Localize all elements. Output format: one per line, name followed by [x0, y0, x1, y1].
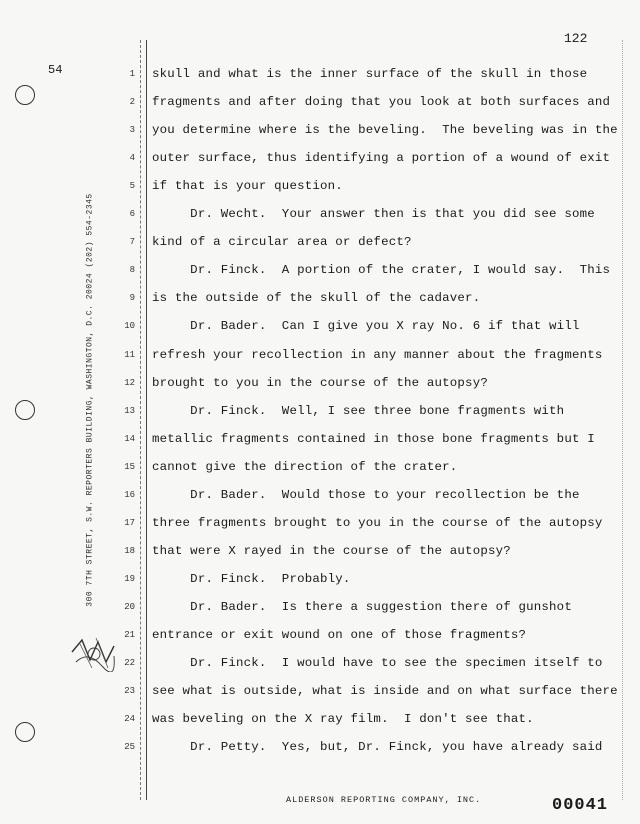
transcript-line: kind of a circular area or defect? — [152, 235, 412, 249]
transcript-line: fragments and after doing that you look at both surfaces and — [152, 95, 611, 109]
line-number: 10 — [124, 321, 135, 331]
line-number: 21 — [124, 630, 135, 640]
line-number: 12 — [124, 378, 135, 388]
line-number: 17 — [124, 518, 135, 528]
transcript-line: Dr. Bader. Would those to your recollection be the — [152, 488, 580, 502]
transcript-line: three fragments brought to you in the course of the autopsy — [152, 516, 603, 530]
transcript-line: brought to you in the course of the autopsy? — [152, 376, 488, 390]
transcript-line: Dr. Finck. I would have to see the specimen itself to — [152, 656, 603, 670]
line-number: 23 — [124, 686, 135, 696]
footer-company: ALDERSON REPORTING COMPANY, INC. — [286, 795, 482, 805]
line-number: 3 — [129, 125, 135, 135]
line-number: 16 — [124, 490, 135, 500]
binder-hole-bottom — [15, 722, 35, 742]
line-number: 7 — [129, 237, 135, 247]
transcript-line: Dr. Finck. A portion of the crater, I would say. This — [152, 263, 611, 277]
transcript-line: you determine where is the beveling. The beveling was in the — [152, 123, 618, 137]
page-number: 122 — [564, 31, 588, 46]
line-number: 14 — [124, 434, 135, 444]
line-number: 11 — [124, 350, 135, 360]
line-number: 9 — [129, 293, 135, 303]
line-number: 8 — [129, 265, 135, 275]
margin-rule-dashed — [140, 40, 141, 800]
transcript-line: Dr. Bader. Is there a suggestion there of gunshot — [152, 600, 572, 614]
transcript-line: outer surface, thus identifying a portion of a wound of exit — [152, 151, 611, 165]
transcript-line: was beveling on the X ray film. I don't see that. — [152, 712, 534, 726]
transcript-line: is the outside of the skull of the cadaver. — [152, 291, 481, 305]
line-number: 22 — [124, 658, 135, 668]
line-number: 20 — [124, 602, 135, 612]
line-number: 13 — [124, 406, 135, 416]
line-number: 25 — [124, 742, 135, 752]
line-number: 24 — [124, 714, 135, 724]
line-number: 4 — [129, 153, 135, 163]
line-number: 19 — [124, 574, 135, 584]
transcript-line: Dr. Bader. Can I give you X ray No. 6 if that will — [152, 319, 580, 333]
line-number: 18 — [124, 546, 135, 556]
transcript-line: Dr. Petty. Yes, but, Dr. Finck, you have already said — [152, 740, 603, 754]
document-id: 00041 — [552, 796, 609, 815]
transcript-line: cannot give the direction of the crater. — [152, 460, 458, 474]
line-number: 6 — [129, 209, 135, 219]
transcript-line: if that is your question. — [152, 179, 343, 193]
transcript-line: refresh your recollection in any manner about the fragments — [152, 348, 603, 362]
line-number: 1 — [129, 69, 135, 79]
side-number: 54 — [48, 63, 63, 77]
line-number: 2 — [129, 97, 135, 107]
transcript-line: metallic fragments contained in those bone fragments but I — [152, 432, 595, 446]
binder-hole-middle — [15, 400, 35, 420]
transcript-line: Dr. Finck. Probably. — [152, 572, 351, 586]
transcript-line: Dr. Wecht. Your answer then is that you did see some — [152, 207, 595, 221]
binder-hole-top — [15, 85, 35, 105]
transcript-line: that were X rayed in the course of the autopsy? — [152, 544, 511, 558]
margin-rule-solid — [146, 40, 147, 800]
transcript-line: entrance or exit wound on one of those fragments? — [152, 628, 527, 642]
reporter-address-vertical: 300 7TH STREET, S.W. REPORTERS BUILDING, WASHINGTON, D.C. 20024 (202) 554-2345 — [85, 193, 95, 607]
line-number: 5 — [129, 181, 135, 191]
transcript-line: Dr. Finck. Well, I see three bone fragments with — [152, 404, 565, 418]
transcript-line: see what is outside, what is inside and on what surface there — [152, 684, 618, 698]
transcript-line: skull and what is the inner surface of the skull in those — [152, 67, 588, 81]
line-number: 15 — [124, 462, 135, 472]
margin-rule-right — [622, 40, 623, 800]
